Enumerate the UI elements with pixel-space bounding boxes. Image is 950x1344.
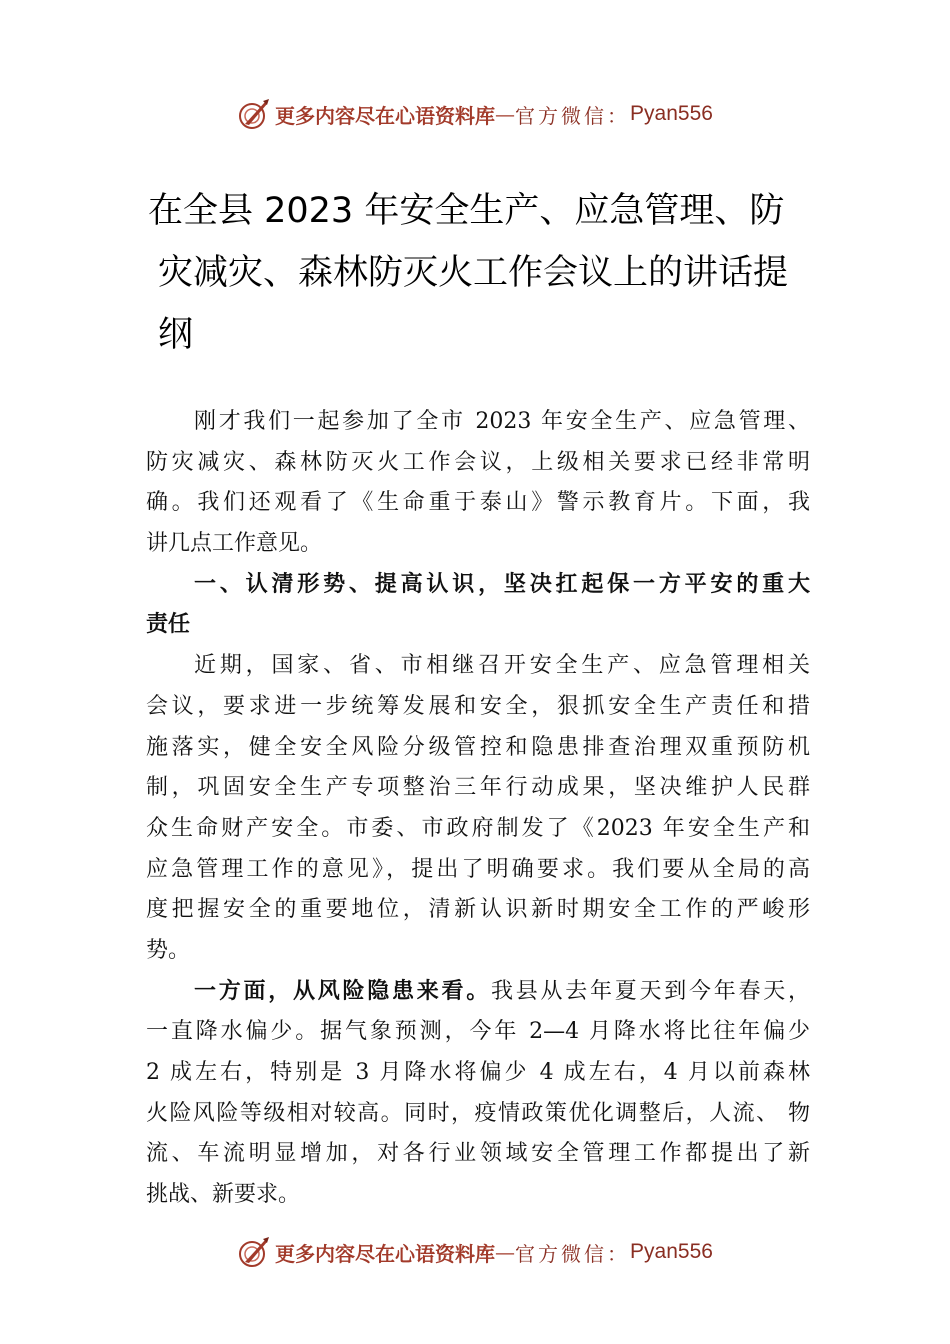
paragraph3-line: 2 成左右，特别是 3 月降水将偏少 4 成左右，4 月以前森林	[146, 1060, 810, 1085]
paragraph1-line: 确。我们还观看了《生命重于泰山》警示教育片。下面，我	[146, 490, 810, 516]
paragraph1-line: 刚才我们一起参加了全市 2023 年安全生产、应急管理、	[194, 409, 810, 434]
paragraph1-line: 讲几点工作意见。	[146, 531, 323, 557]
paragraph2-line: 会议，要求进一步统筹发展和安全，狠抓安全生产责任和措	[146, 693, 810, 719]
banner-dash: —	[495, 102, 516, 126]
header-banner	[0, 94, 950, 134]
title-line-3: 纲	[158, 315, 194, 355]
section-heading-line: 责任	[146, 612, 191, 638]
paragraph3-line: 火险风险等级相对较高。同时，疫情政策优化调整后，人流、 物	[146, 1100, 810, 1126]
paragraph2-line: 众生命财产安全。市委、市政府制发了《2023 年安全生产和	[146, 815, 810, 841]
paragraph3-line: 一直降水偏少。据气象预测，今年 2—4 月降水将比往年偏少	[146, 1019, 810, 1045]
quill-logo-icon	[237, 97, 271, 131]
paragraph3-first-line	[146, 972, 810, 1013]
paragraph2-line: 度把握安全的重要地位，清新认识新时期安全工作的严峻形	[146, 897, 810, 923]
banner-slogan: 更多内容尽在心语资料库	[275, 1241, 496, 1266]
wechat-id: Pyan556	[630, 1240, 713, 1263]
paragraph3-line: 流、车流明显增加，对各行业领域安全管理工作都提出了新	[146, 1141, 810, 1167]
banner-slogan: 更多内容尽在心语资料库	[275, 103, 496, 128]
quill-logo-icon	[237, 1235, 271, 1269]
paragraph3-line: 挑战、新要求。	[146, 1182, 301, 1208]
paragraph1-line: 防灾减灾、森林防灭火工作会议，上级相关要求已经非常明	[146, 449, 810, 475]
paragraph2-line: 近期，国家、省、市相继召开安全生产、应急管理相关	[194, 653, 810, 679]
paragraph2-line: 施落实，健全安全风险分级管控和隐患排查治理双重预防机	[146, 734, 810, 760]
wechat-label: 官方微信：	[515, 1241, 631, 1266]
paragraph2-line: 制，巩固安全生产专项整治三年行动成果，坚决维护人民群	[146, 775, 810, 801]
footer-banner	[0, 1232, 950, 1272]
banner-dash: —	[495, 1240, 516, 1264]
document-body	[146, 402, 810, 1216]
wechat-label: 官方微信：	[515, 103, 631, 128]
wechat-id: Pyan556	[630, 102, 713, 125]
paragraph2-line: 势。	[146, 937, 191, 963]
paragraph2-line: 应急管理工作的意见》，提出了明确要求。我们要从全局的高	[146, 856, 810, 882]
title-line-1: 在全县 2023 年安全生产、应急管理、防	[148, 191, 785, 231]
section-heading-line: 一、认清形势、提高认识，坚决扛起保一方平安的重大	[194, 571, 810, 597]
title-line-2: 灾减灾、森林防灭火工作会议上的讲话提	[158, 253, 789, 293]
paragraph3-lead-bold: 一方面，从风险隐患来看。	[194, 978, 491, 1004]
document-title	[148, 180, 808, 366]
paragraph3-lead-rest: 我县从去年夏天到今年春天，	[491, 978, 810, 1004]
